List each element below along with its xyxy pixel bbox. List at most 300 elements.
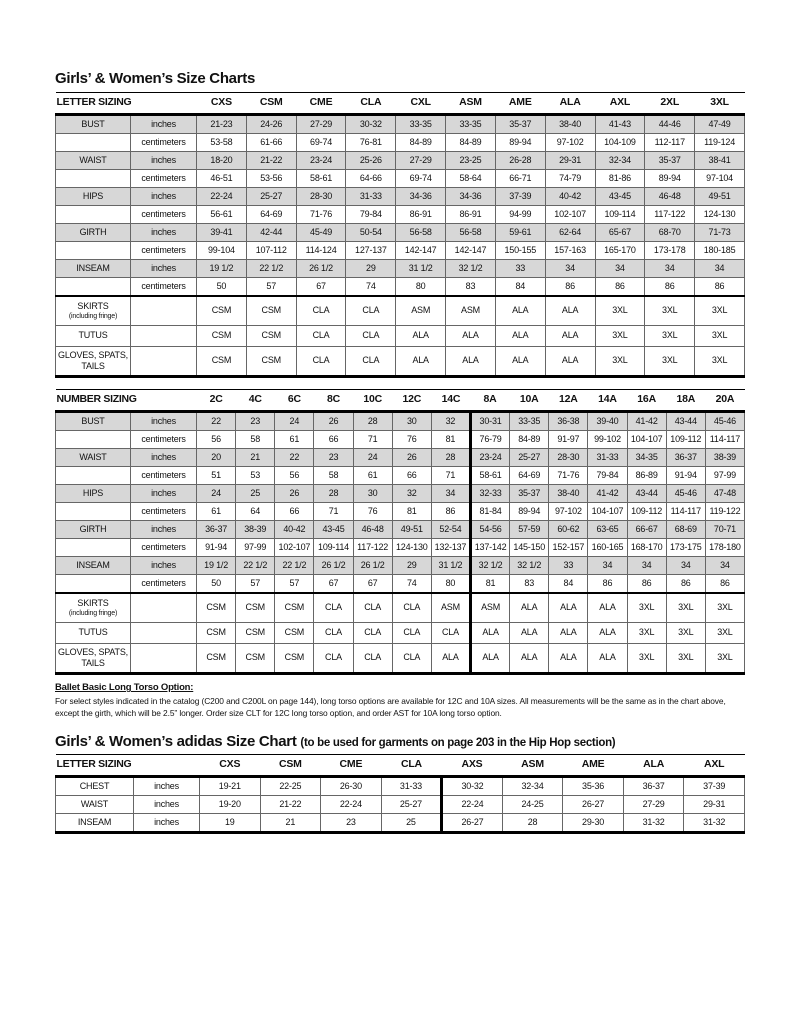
size-cell: 26 1/2 xyxy=(296,260,346,278)
size-cell: 22 xyxy=(197,412,236,431)
size-cell: 49-51 xyxy=(695,188,745,206)
size-cell: 71-73 xyxy=(695,224,745,242)
size-cell: 83 xyxy=(446,278,496,297)
size-cell: 35-37 xyxy=(495,115,545,134)
size-cell: 71 xyxy=(353,431,392,449)
size-cell: 3XL xyxy=(705,623,744,644)
table-row xyxy=(56,260,745,278)
size-cell: 40-42 xyxy=(545,188,595,206)
size-cell: 23 xyxy=(321,814,382,833)
row-unit: inches xyxy=(131,449,197,467)
size-cell: 64 xyxy=(236,503,275,521)
size-cell: ALA xyxy=(588,644,627,674)
table-row xyxy=(56,347,745,377)
table-row xyxy=(56,557,745,575)
size-table xyxy=(55,754,745,834)
row-sublabel: TAILS xyxy=(81,360,105,371)
size-cell: 84 xyxy=(495,278,545,297)
size-cell: 53-58 xyxy=(197,134,247,152)
column-header: ALA xyxy=(623,755,684,777)
row-unit xyxy=(131,296,197,326)
size-cell: 86-91 xyxy=(446,206,496,224)
size-cell: CLA xyxy=(392,593,431,623)
size-cell: 34 xyxy=(695,260,745,278)
size-cell: 109-114 xyxy=(595,206,645,224)
table-row xyxy=(56,188,745,206)
size-cell: 38-40 xyxy=(545,115,595,134)
size-cell: 173-178 xyxy=(645,242,695,260)
table-row xyxy=(56,814,745,833)
size-cell: 3XL xyxy=(666,644,705,674)
size-cell: 71-76 xyxy=(296,206,346,224)
size-cell: 3XL xyxy=(627,593,666,623)
table-row xyxy=(56,449,745,467)
column-header: 18A xyxy=(666,390,705,412)
size-cell: 69-74 xyxy=(396,170,446,188)
size-cell: 86-91 xyxy=(396,206,446,224)
size-cell: 41-42 xyxy=(627,412,666,431)
size-cell: 22 1/2 xyxy=(246,260,296,278)
row-label xyxy=(56,467,131,485)
size-table xyxy=(55,92,745,378)
size-cell: 124-130 xyxy=(392,539,431,557)
table-row xyxy=(56,485,745,503)
column-header: CLA xyxy=(346,93,396,115)
size-cell: CLA xyxy=(346,296,396,326)
size-cell: 21-22 xyxy=(260,796,321,814)
size-cell: 32 xyxy=(392,485,431,503)
size-cell: 28 xyxy=(502,814,563,833)
size-cell: ALA xyxy=(446,347,496,377)
size-cell: 61 xyxy=(197,503,236,521)
size-cell: 84 xyxy=(549,575,588,594)
size-cell: CLA xyxy=(353,644,392,674)
size-cell: 37-39 xyxy=(684,777,745,796)
size-cell: 114-124 xyxy=(296,242,346,260)
size-cell: ALA xyxy=(549,623,588,644)
size-cell: CSM xyxy=(197,347,247,377)
size-cell: CLA xyxy=(346,326,396,347)
size-cell: 91-97 xyxy=(549,431,588,449)
size-cell: CLA xyxy=(431,623,470,644)
size-cell: ASM xyxy=(446,296,496,326)
size-cell: ALA xyxy=(545,326,595,347)
size-cell: 58-64 xyxy=(446,170,496,188)
size-cell: 22 1/2 xyxy=(236,557,275,575)
size-cell: 22-24 xyxy=(197,188,247,206)
size-cell: 21-22 xyxy=(246,152,296,170)
size-cell: 23-24 xyxy=(296,152,346,170)
column-header: 3XL xyxy=(695,93,745,115)
size-cell: 64-66 xyxy=(346,170,396,188)
row-label: WAIST xyxy=(56,449,131,467)
size-cell: 53-56 xyxy=(246,170,296,188)
size-cell: 25-27 xyxy=(510,449,549,467)
size-cell: 58-61 xyxy=(471,467,510,485)
size-cell: 86 xyxy=(705,575,744,594)
size-cell: 3XL xyxy=(705,593,744,623)
size-cell: 86-89 xyxy=(627,467,666,485)
size-cell: 102-107 xyxy=(275,539,314,557)
size-cell: 168-170 xyxy=(627,539,666,557)
column-header: 4C xyxy=(236,390,275,412)
size-cell: 36-37 xyxy=(623,777,684,796)
size-cell: 86 xyxy=(545,278,595,297)
size-cell: 58 xyxy=(314,467,353,485)
table-row xyxy=(56,431,745,449)
row-label: TUTUS xyxy=(56,326,131,347)
size-cell: 180-185 xyxy=(695,242,745,260)
size-cell: 3XL xyxy=(595,347,645,377)
adidas-title-main: Girls’ & Women’s adidas Size Chart xyxy=(55,733,297,751)
spacer xyxy=(55,378,745,389)
row-unit: inches xyxy=(131,521,197,539)
size-cell: 23 xyxy=(236,412,275,431)
size-cell: 32-34 xyxy=(502,777,563,796)
size-cell: 3XL xyxy=(666,623,705,644)
size-cell: 132-137 xyxy=(431,539,470,557)
size-cell: 22-24 xyxy=(321,796,382,814)
column-header: CSM xyxy=(260,755,321,777)
size-cell: 76-79 xyxy=(471,431,510,449)
size-cell: 152-157 xyxy=(549,539,588,557)
adidas-title-suffix: (to be used for garments on page 203 in the Hip Hop section) xyxy=(300,737,616,750)
size-cell: 24-26 xyxy=(246,115,296,134)
size-cell: 34-35 xyxy=(627,449,666,467)
size-cell: CSM xyxy=(197,623,236,644)
size-cell: 117-122 xyxy=(353,539,392,557)
size-cell: 83 xyxy=(510,575,549,594)
column-header: CME xyxy=(321,755,382,777)
size-cell: 37-39 xyxy=(495,188,545,206)
row-unit: inches xyxy=(134,777,200,796)
size-cell: 114-117 xyxy=(666,503,705,521)
size-cell: 86 xyxy=(431,503,470,521)
note-heading: Ballet Basic Long Torso Option: xyxy=(55,682,194,693)
row-unit: inches xyxy=(131,188,197,206)
size-cell: 91-94 xyxy=(666,467,705,485)
row-label xyxy=(56,431,131,449)
table-row xyxy=(56,777,745,796)
row-unit: inches xyxy=(131,412,197,431)
table-row xyxy=(56,644,745,674)
size-cell: 112-117 xyxy=(645,134,695,152)
row-unit: centimeters xyxy=(131,467,197,485)
column-header: 8A xyxy=(471,390,510,412)
size-cell: 19 1/2 xyxy=(197,260,247,278)
size-cell: 173-175 xyxy=(666,539,705,557)
column-header: CSM xyxy=(246,93,296,115)
size-cell: 47-48 xyxy=(705,485,744,503)
size-cell: 31-32 xyxy=(623,814,684,833)
size-cell: ALA xyxy=(396,326,446,347)
size-cell: 119-124 xyxy=(695,134,745,152)
size-cell: 49-51 xyxy=(392,521,431,539)
size-cell: ALA xyxy=(510,623,549,644)
size-cell: 104-107 xyxy=(588,503,627,521)
row-unit: inches xyxy=(131,152,197,170)
size-cell: 32-33 xyxy=(471,485,510,503)
size-cell: 35-37 xyxy=(645,152,695,170)
size-cell: 3XL xyxy=(695,347,745,377)
size-cell: 50 xyxy=(197,575,236,594)
size-cell: 43-45 xyxy=(314,521,353,539)
column-header: 8C xyxy=(314,390,353,412)
column-header: 6C xyxy=(275,390,314,412)
size-cell: CLA xyxy=(314,644,353,674)
row-unit: inches xyxy=(131,485,197,503)
size-cell: 119-122 xyxy=(705,503,744,521)
size-cell: 117-122 xyxy=(645,206,695,224)
size-cell: 50 xyxy=(197,278,247,297)
row-label: SKIRTS (including fringe) xyxy=(56,296,131,326)
row-label: SKIRTS (including fringe) xyxy=(56,593,131,623)
size-cell: 43-44 xyxy=(666,412,705,431)
size-cell: 22 xyxy=(275,449,314,467)
row-unit: centimeters xyxy=(131,431,197,449)
size-cell: 44-46 xyxy=(645,115,695,134)
row-label xyxy=(56,134,131,152)
row-unit: centimeters xyxy=(131,539,197,557)
size-cell: 28 xyxy=(314,485,353,503)
size-cell: CLA xyxy=(296,296,346,326)
size-cell: 36-37 xyxy=(666,449,705,467)
column-header: 10A xyxy=(510,390,549,412)
column-header: 20A xyxy=(705,390,744,412)
size-cell: 157-163 xyxy=(545,242,595,260)
row-unit: inches xyxy=(131,557,197,575)
size-cell: 81 xyxy=(392,503,431,521)
row-label xyxy=(56,575,131,594)
size-cell: 76 xyxy=(353,503,392,521)
size-cell: 30 xyxy=(392,412,431,431)
size-cell: 21-23 xyxy=(197,115,247,134)
size-cell: 19-21 xyxy=(200,777,261,796)
size-cell: ALA xyxy=(510,644,549,674)
size-cell: CSM xyxy=(197,593,236,623)
size-cell: 32 1/2 xyxy=(510,557,549,575)
size-cell: CSM xyxy=(246,326,296,347)
size-cell: 3XL xyxy=(645,347,695,377)
size-cell: 29-31 xyxy=(684,796,745,814)
size-cell: 38-39 xyxy=(705,449,744,467)
size-cell: 34 xyxy=(627,557,666,575)
size-cell: CSM xyxy=(246,296,296,326)
size-cell: 94-99 xyxy=(495,206,545,224)
size-cell: CSM xyxy=(275,593,314,623)
size-cell: 31-33 xyxy=(381,777,442,796)
size-cell: CLA xyxy=(353,623,392,644)
size-cell: 104-109 xyxy=(595,134,645,152)
size-cell: 66-67 xyxy=(627,521,666,539)
size-cell: 29 xyxy=(346,260,396,278)
size-cell: ALA xyxy=(549,644,588,674)
size-cell: CLA xyxy=(296,326,346,347)
size-cell: 84-89 xyxy=(446,134,496,152)
table-row xyxy=(56,224,745,242)
size-cell: 84-89 xyxy=(396,134,446,152)
column-header: 14A xyxy=(588,390,627,412)
row-label: BUST xyxy=(56,115,131,134)
row-label: TUTUS xyxy=(56,623,131,644)
size-cell: 25-26 xyxy=(346,152,396,170)
size-cell: 86 xyxy=(627,575,666,594)
size-cell: 27-29 xyxy=(396,152,446,170)
row-label: WAIST xyxy=(56,152,131,170)
table-row xyxy=(56,521,745,539)
size-cell: 22-24 xyxy=(442,796,503,814)
size-cell: 109-114 xyxy=(314,539,353,557)
size-cell: 28 xyxy=(353,412,392,431)
row-label: WAIST xyxy=(56,796,134,814)
size-cell: 165-170 xyxy=(595,242,645,260)
size-cell: 76-81 xyxy=(346,134,396,152)
table-row xyxy=(56,412,745,431)
size-cell: 50-54 xyxy=(346,224,396,242)
size-cell: 33-35 xyxy=(510,412,549,431)
size-cell: 86 xyxy=(666,575,705,594)
size-cell: 34 xyxy=(705,557,744,575)
table-row xyxy=(56,503,745,521)
size-cell: 71 xyxy=(314,503,353,521)
size-cell: 45-46 xyxy=(705,412,744,431)
column-header: 12A xyxy=(549,390,588,412)
size-cell: 61 xyxy=(275,431,314,449)
size-cell: 57-59 xyxy=(510,521,549,539)
size-cell: 137-142 xyxy=(471,539,510,557)
size-cell: 34 xyxy=(666,557,705,575)
row-label: INSEAM xyxy=(56,557,131,575)
table-row xyxy=(56,115,745,134)
size-cell: 26 xyxy=(314,412,353,431)
table-header-label: NUMBER SIZING xyxy=(56,390,197,412)
size-cell: 80 xyxy=(396,278,446,297)
row-label: HIPS xyxy=(56,188,131,206)
size-cell: 74 xyxy=(346,278,396,297)
size-cell: 39-40 xyxy=(588,412,627,431)
size-cell: 33-35 xyxy=(446,115,496,134)
size-cell: 33 xyxy=(495,260,545,278)
size-cell: 89-94 xyxy=(495,134,545,152)
size-cell: 97-102 xyxy=(545,134,595,152)
size-cell: 145-150 xyxy=(510,539,549,557)
table-row xyxy=(56,296,745,326)
size-cell: CLA xyxy=(353,593,392,623)
size-cell: 24 xyxy=(275,412,314,431)
column-header: ASM xyxy=(446,93,496,115)
row-label: GIRTH xyxy=(56,521,131,539)
size-cell: 66 xyxy=(275,503,314,521)
size-cell: 52-54 xyxy=(431,521,470,539)
column-header: 14C xyxy=(431,390,470,412)
size-cell: 3XL xyxy=(645,296,695,326)
size-cell: 150-155 xyxy=(495,242,545,260)
size-cell: 41-43 xyxy=(595,115,645,134)
size-cell: 3XL xyxy=(705,644,744,674)
size-cell: 25-27 xyxy=(381,796,442,814)
size-cell: 34 xyxy=(595,260,645,278)
row-label xyxy=(56,503,131,521)
size-cell: ALA xyxy=(471,623,510,644)
size-cell: 66-71 xyxy=(495,170,545,188)
size-cell: 35-36 xyxy=(563,777,624,796)
adidas-sizing-table xyxy=(55,754,745,834)
size-cell: 35-37 xyxy=(510,485,549,503)
size-cell: 19 1/2 xyxy=(197,557,236,575)
row-label: GLOVES, SPATS, TAILS xyxy=(56,644,131,674)
column-header: CXL xyxy=(396,93,446,115)
row-unit xyxy=(131,326,197,347)
size-cell: 34 xyxy=(588,557,627,575)
size-cell: ASM xyxy=(396,296,446,326)
size-cell: 41-42 xyxy=(588,485,627,503)
row-label: GIRTH xyxy=(56,224,131,242)
size-cell: 3XL xyxy=(695,326,745,347)
size-cell: 31 1/2 xyxy=(431,557,470,575)
size-cell: 47-49 xyxy=(695,115,745,134)
size-cell: 26 1/2 xyxy=(353,557,392,575)
size-cell: 26-27 xyxy=(563,796,624,814)
size-cell: ALA xyxy=(588,593,627,623)
column-header: AXS xyxy=(442,755,503,777)
size-cell: 24-25 xyxy=(502,796,563,814)
size-cell: 160-165 xyxy=(588,539,627,557)
size-cell: 28-30 xyxy=(296,188,346,206)
size-cell: 89-94 xyxy=(645,170,695,188)
row-unit: centimeters xyxy=(131,278,197,297)
size-cell: 81-86 xyxy=(595,170,645,188)
size-cell: 109-112 xyxy=(627,503,666,521)
size-cell: 61 xyxy=(353,467,392,485)
size-cell: 58-61 xyxy=(296,170,346,188)
row-label xyxy=(56,170,131,188)
row-unit xyxy=(131,593,197,623)
size-cell: 27-29 xyxy=(296,115,346,134)
size-cell: 31 1/2 xyxy=(396,260,446,278)
size-cell: CSM xyxy=(197,644,236,674)
size-cell: 45-46 xyxy=(666,485,705,503)
column-header: 16A xyxy=(627,390,666,412)
size-cell: 26-28 xyxy=(495,152,545,170)
row-unit: centimeters xyxy=(131,242,197,260)
size-cell: 81 xyxy=(431,431,470,449)
table-row xyxy=(56,623,745,644)
size-cell: CSM xyxy=(197,326,247,347)
row-unit: inches xyxy=(131,224,197,242)
row-label xyxy=(56,206,131,224)
size-cell: 68-69 xyxy=(666,521,705,539)
size-cell: 38-40 xyxy=(549,485,588,503)
size-cell: 63-65 xyxy=(588,521,627,539)
size-cell: 64-69 xyxy=(246,206,296,224)
size-cell: 25 xyxy=(381,814,442,833)
size-cell: 60-62 xyxy=(549,521,588,539)
size-cell: 45-49 xyxy=(296,224,346,242)
size-cell: 66 xyxy=(392,467,431,485)
size-cell: CSM xyxy=(236,623,275,644)
size-cell: 56 xyxy=(197,431,236,449)
row-unit: inches xyxy=(131,260,197,278)
size-cell: 61-66 xyxy=(246,134,296,152)
size-cell: 69-74 xyxy=(296,134,346,152)
table-row xyxy=(56,326,745,347)
size-cell: 67 xyxy=(314,575,353,594)
table-row xyxy=(56,539,745,557)
size-cell: CSM xyxy=(197,296,247,326)
size-cell: 30-31 xyxy=(471,412,510,431)
size-cell: CSM xyxy=(275,644,314,674)
size-cell: 142-147 xyxy=(396,242,446,260)
